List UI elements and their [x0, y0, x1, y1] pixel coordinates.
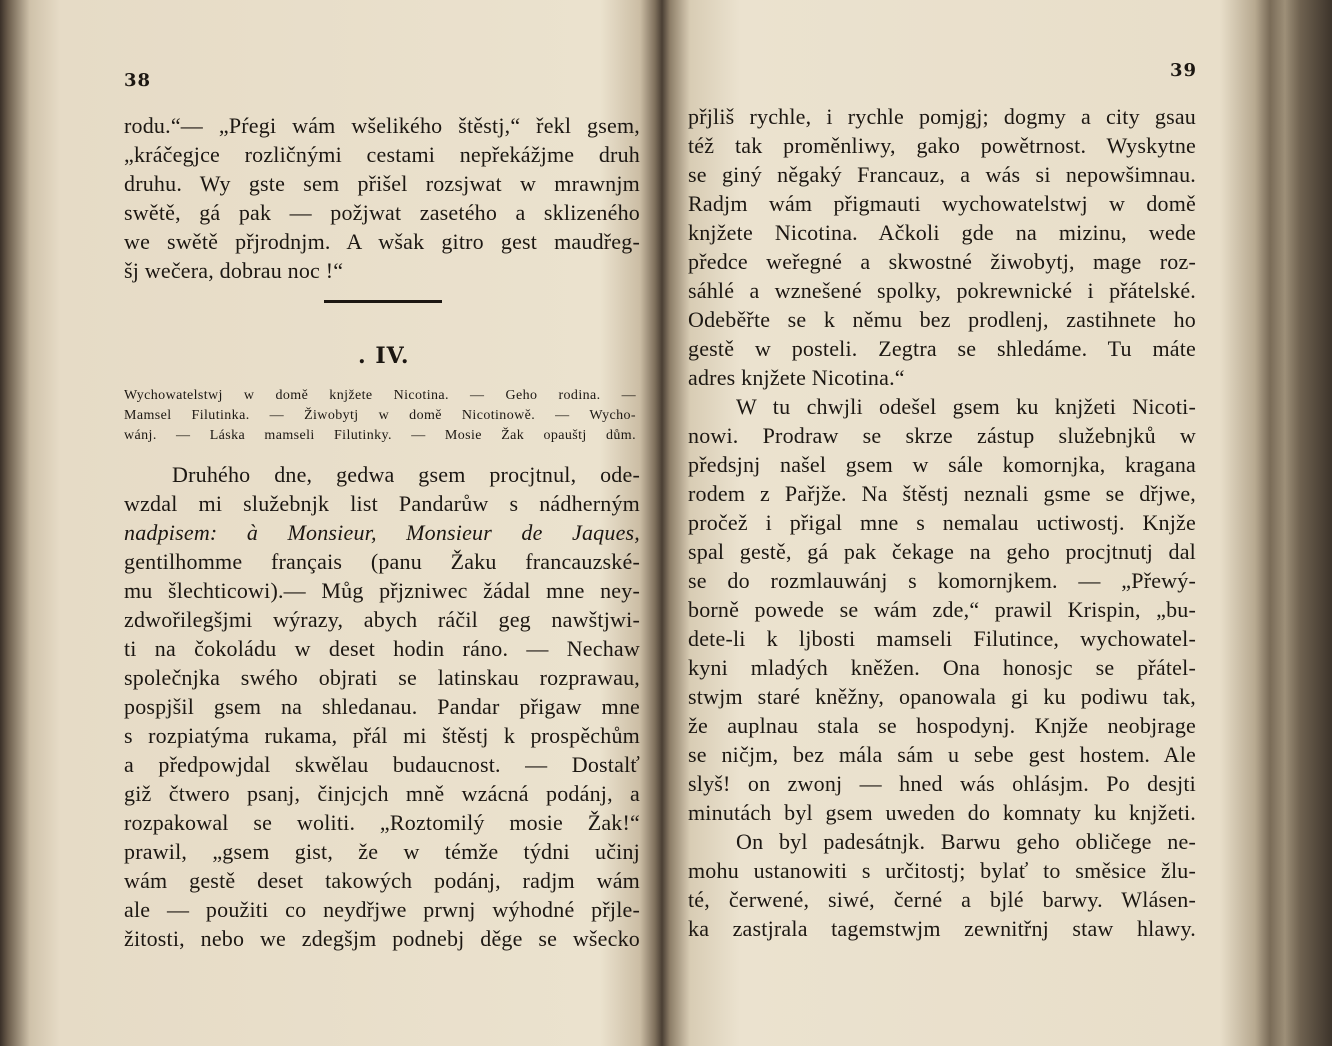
text-line: s rozpiatýma rukama, přál mi štěstj k prospěchům [124, 723, 640, 748]
text-line: we swětě přjrodnjm. A wšak gitro gest maudřeg- [124, 229, 640, 254]
text-line: prawil, „gsem gist, že w témže týdni učinj [124, 839, 640, 864]
text-line: swětě, gá pak — požjwat zasetého a sklizeného [124, 200, 640, 225]
text-line: kyni mladých kněžen. Ona honosjc se přátel- [688, 655, 1196, 680]
text-line: slyš! on zwonj — hned wás ohlásjm. Po desjti [688, 771, 1196, 796]
chapter-heading: . IV. [358, 343, 410, 369]
text-line: wám gestě deset takowých podánj, radjm wám [124, 868, 640, 893]
text-line: žitosti, nebo we zdegšjm podnebj děge se wšecko [124, 926, 640, 951]
left-page [46, 0, 646, 1046]
page-number-left: 38 [124, 70, 152, 91]
text-line: nadpisem: à Monsieur, Monsieur de Jaques, [124, 520, 640, 545]
text-line: rodu.“— „Pŕegi wám wšelikého štěstj,“ řekl gsem, [124, 113, 640, 138]
page-number-right: 39 [1170, 60, 1198, 81]
text-line: se do rozmlauwánj s komornjkem. — „Přewý- [688, 568, 1196, 593]
text-line: mohu ustanowiti s určitostj; bylať to směsice žlu- [688, 858, 1196, 883]
text-line: stwjm staré kněžny, opanowala gi ku podiwu tak, [688, 684, 1196, 709]
text-line: a předpowjdal skwělau budaucnost. — Dostalť [124, 752, 640, 777]
text-line: že auplnau stala se hospodynj. Knjže neobjrage [688, 713, 1196, 738]
text-line: On byl padesátnjk. Barwu geho obličege ne- [736, 829, 1196, 854]
text-line: W tu chwjli odešel gsem ku knjžeti Nicoti- [736, 394, 1196, 419]
text-line: Odeběřte se k němu bez prodlenj, zastihnete ho [688, 307, 1196, 332]
text-line: sáhlé a wznešené spolky, pokrewnické i přátelské. [688, 278, 1196, 303]
text-line: předsjnj našel gsem w sále komornjka, kragana [688, 452, 1196, 477]
text-line: Radjm wám přigmauti wychowatelstwj w domě [688, 191, 1196, 216]
section-rule [324, 300, 442, 303]
text-line: borně powede se wám zde,“ prawil Krispin, „bu- [688, 597, 1196, 622]
text-line: gestě w posteli. Zegtra se shledáme. Tu máte [688, 336, 1196, 361]
text-line: rozpakowal se woliti. „Roztomilý mosie Žak!“ [124, 810, 640, 835]
text-line: se giný něgaký Francauz, a wás si nepowšimnau. [688, 162, 1196, 187]
text-line: šj wečera, dobrau noc !“ [124, 258, 344, 283]
text-line: knjžete Nicotina. Ačkoli gde na mizinu, wede [688, 220, 1196, 245]
text-line: giž čtwero psanj, činjcjch mně wzácná podánj, a [124, 781, 640, 806]
text-line: té, čerwené, siwé, černé a bjlé barwy. Wlásen- [688, 887, 1196, 912]
chapter-summary-line: wánj. — Láska mamseli Filutinky. — Mosie Žak opauštj dům. [124, 428, 636, 443]
text-line: „kráčegjce rozličnými cestami nepřekážjme druh [124, 142, 640, 167]
text-line: adres knjžete Nicotina.“ [688, 365, 905, 390]
text-line: dete-li k ljbosti mamseli Filutince, wychowatel- [688, 626, 1196, 651]
text-line: ti na čokoládu w deset hodin ráno. — Nechaw [124, 636, 640, 661]
text-line: pospjšil gsem na shledanau. Pandar přigaw mne [124, 694, 640, 719]
text-line: nowi. Prodraw se skrze zástup služebnjků w [688, 423, 1196, 448]
text-line: rodem z Pařjže. Na štěstj neznali gsme se dřjwe, [688, 481, 1196, 506]
text-line: minutách byl gsem uweden do komnaty ku knjžeti. [688, 800, 1196, 825]
text-line: zdwořilegšjmi wýrazy, abych ráčil geg nawštjwi- [124, 607, 640, 632]
text-line: wzdal mi služebnjk list Pandarůw s nádherným [124, 491, 640, 516]
text-line: druhu. Wy gste sem přišel rozsjwat w mrawnjm [124, 171, 640, 196]
text-line: ka zastjrala tagemstwjm zewnitřnj staw hlawy. [688, 916, 1196, 941]
text-line: spal gestě, gá pak čekage na geho procjtnutj dal [688, 539, 1196, 564]
text-line: pročež i přigal mne s nemalau uctiwostj. Knjže [688, 510, 1196, 535]
text-line: se ničjm, bez mála sám u sebe gest hostem. Ale [688, 742, 1196, 767]
right-page [672, 0, 1232, 1046]
text-line: Druhého dne, gedwa gsem procjtnul, ode- [172, 462, 640, 487]
text-line: mu šlechticowi).— Můg přjzniwec žádal mne ney- [124, 578, 640, 603]
text-line: přjliš rychle, i rychle pomjgj; dogmy a city gsau [688, 104, 1196, 129]
text-line: též tak proměnliwy, gako powětrnost. Wyskytne [688, 133, 1196, 158]
chapter-summary-line: Mamsel Filutinka. — Žiwobytj w domě Nicotinowě. — Wycho- [124, 408, 636, 423]
chapter-summary-line: Wychowatelstwj w domě knjžete Nicotina. — Geho rodina. — [124, 388, 636, 403]
text-line: ale — použiti co neydřjwe prwnj wýhodné přjle- [124, 897, 640, 922]
text-line: gentilhomme français (panu Žaku francauzské- [124, 549, 640, 574]
text-line: předce weřegné a skwostné žiwobytj, mage roz- [688, 249, 1196, 274]
text-line: společnjka swého objrati se latinskau rozprawau, [124, 665, 640, 690]
